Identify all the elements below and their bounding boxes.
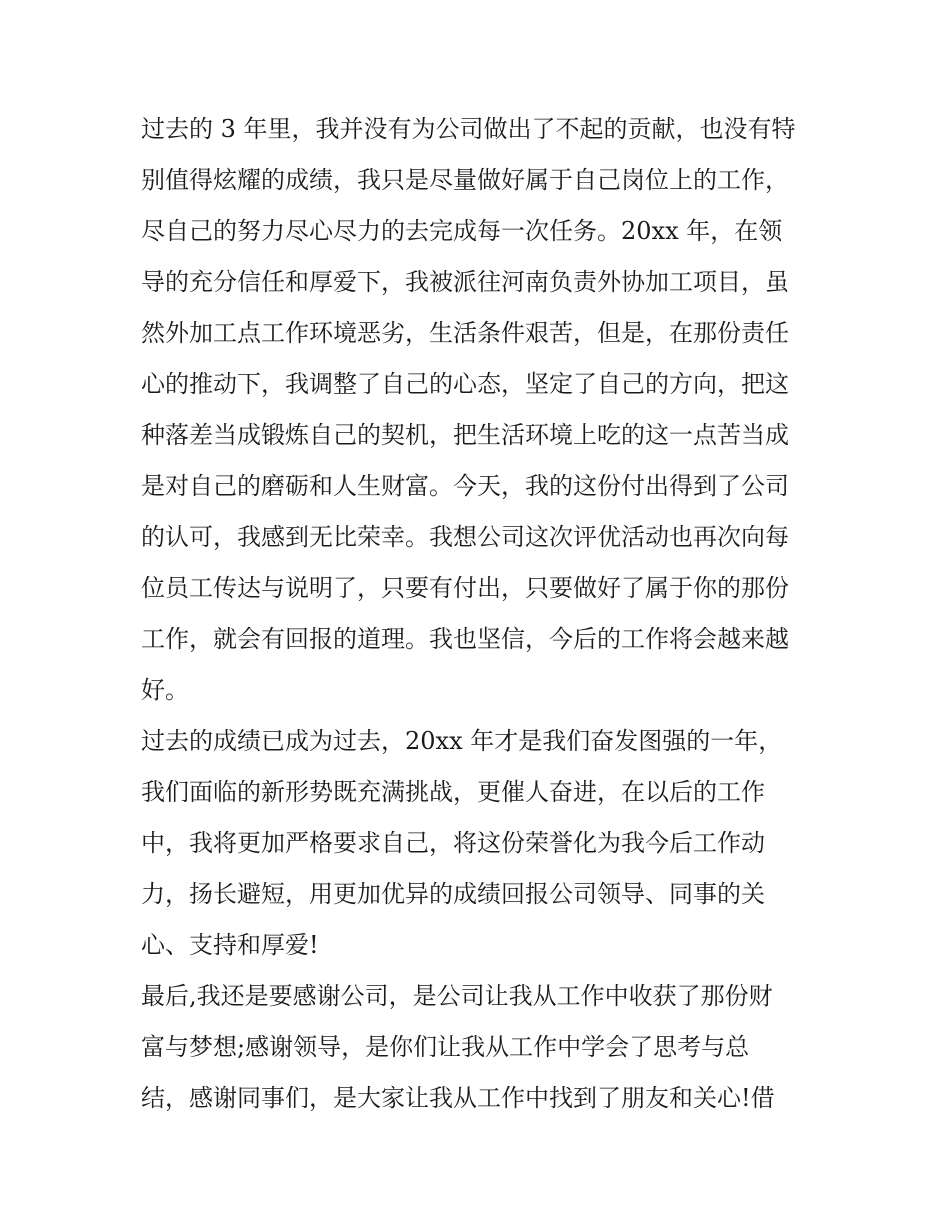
text-line: 过去的成绩已成为过去，20xx 年才是我们奋发图强的一年， <box>141 727 783 755</box>
text-line: 过去的 3 年里，我并没有为公司做出了不起的贡献，也没有特 <box>141 115 796 143</box>
text-line: 尽自己的努力尽心尽力的去完成每一次任务。20xx 年，在领 <box>141 217 783 245</box>
text-line: 力，扬长避短，用更加优异的成绩回报公司领导、同事的关 <box>141 880 765 908</box>
text-line: 是对自己的磨砺和人生财富。今天，我的这份付出得到了公司 <box>141 472 789 500</box>
document-body <box>141 104 821 1124</box>
text-line: 别值得炫耀的成绩，我只是尽量做好属于自己岗位上的工作， <box>141 166 789 194</box>
text-line: 富与梦想;感谢领导，是你们让我从工作中学会了思考与总 <box>141 1033 750 1061</box>
text-line: 位员工传达与说明了，只要有付出，只要做好了属于你的那份 <box>141 574 789 602</box>
paragraph-3 <box>141 971 821 1124</box>
text-line: 然外加工点工作环境恶劣，生活条件艰苦，但是，在那份责任 <box>141 319 789 347</box>
paragraph-2 <box>141 716 821 971</box>
text-line: 结，感谢同事们，是大家让我从工作中找到了朋友和关心!借 <box>141 1084 775 1112</box>
text-line: 我们面临的新形势既充满挑战，更催人奋进，在以后的工作 <box>141 778 765 806</box>
text-line: 最后,我还是要感谢公司，是公司让我从工作中收获了那份财 <box>141 982 773 1010</box>
text-line: 好。 <box>141 676 189 704</box>
text-line: 导的充分信任和厚爱下，我被派往河南负责外协加工项目，虽 <box>141 268 789 296</box>
paragraph-1 <box>141 104 821 716</box>
text-line: 心的推动下，我调整了自己的心态，坚定了自己的方向，把这 <box>141 370 789 398</box>
text-line: 心、支持和厚爱! <box>141 931 319 959</box>
text-line: 工作，就会有回报的道理。我也坚信，今后的工作将会越来越 <box>141 625 789 653</box>
text-line: 中，我将更加严格要求自己，将这份荣誉化为我今后工作动 <box>141 829 765 857</box>
text-line: 种落差当成锻炼自己的契机，把生活环境上吃的这一点苦当成 <box>141 421 789 449</box>
text-line: 的认可，我感到无比荣幸。我想公司这次评优活动也再次向每 <box>141 523 789 551</box>
